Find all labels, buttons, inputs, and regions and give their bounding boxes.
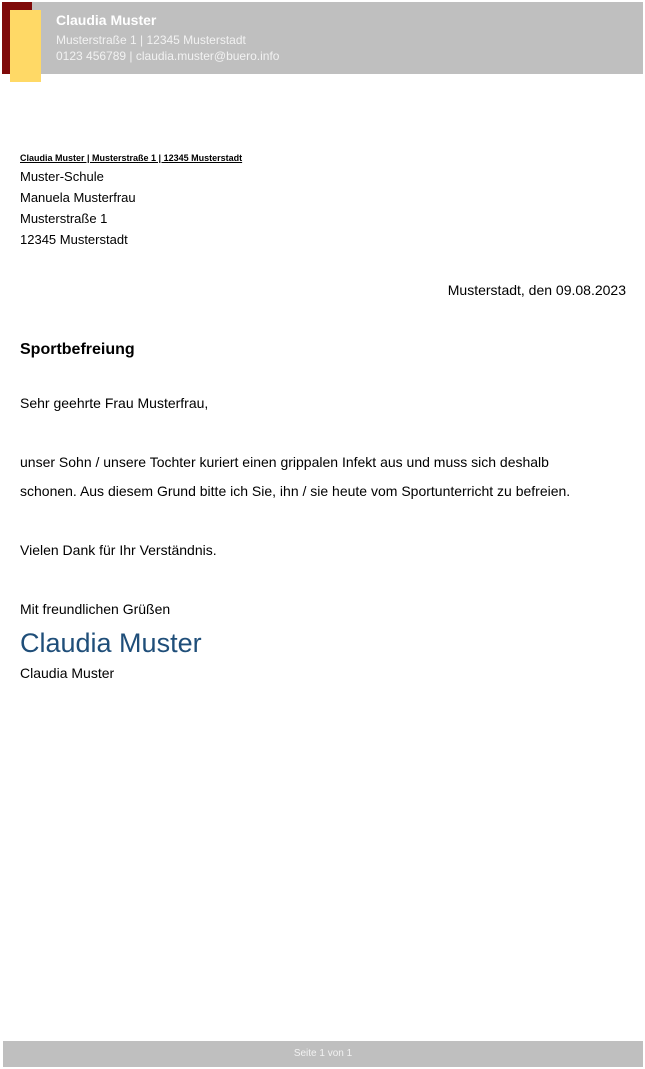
salutation: Sehr geehrte Frau Musterfrau, bbox=[20, 395, 209, 411]
closing-line: Mit freundlichen Grüßen bbox=[20, 601, 171, 617]
return-address: Claudia Muster | Musterstraße 1 | 12345 Musterstadt bbox=[20, 153, 243, 163]
letter-subject: Sportbefreiung bbox=[20, 341, 135, 358]
sender-address: Musterstraße 1 | 12345 Musterstadt bbox=[56, 33, 246, 47]
recipient-line-4: 12345 Musterstadt bbox=[20, 232, 128, 247]
letterhead-accent-light bbox=[10, 10, 41, 82]
footer-bar bbox=[3, 1041, 643, 1067]
signature: Claudia Muster bbox=[20, 628, 202, 658]
thanks-line: Vielen Dank für Ihr Verständnis. bbox=[20, 542, 217, 558]
page-number: Seite 1 von 1 bbox=[293, 1048, 353, 1059]
body-line-2: schonen. Aus diesem Grund bitte ich Sie, ihn / sie heute vom Sportunterricht zu befreien. bbox=[20, 483, 571, 499]
sender-contact: 0123 456789 | claudia.muster@buero.info bbox=[56, 49, 280, 63]
typed-name: Claudia Muster bbox=[20, 665, 115, 681]
recipient-line-1: Muster-Schule bbox=[20, 169, 104, 184]
recipient-line-3: Musterstraße 1 bbox=[20, 211, 108, 226]
recipient-line-2: Manuela Musterfrau bbox=[20, 190, 136, 205]
sender-name: Claudia Muster bbox=[56, 12, 157, 28]
date-line: Musterstadt, den 09.08.2023 bbox=[447, 282, 626, 298]
body-line-1: unser Sohn / unsere Tochter kuriert einen grippalen Infekt aus und muss sich deshalb bbox=[20, 454, 549, 470]
